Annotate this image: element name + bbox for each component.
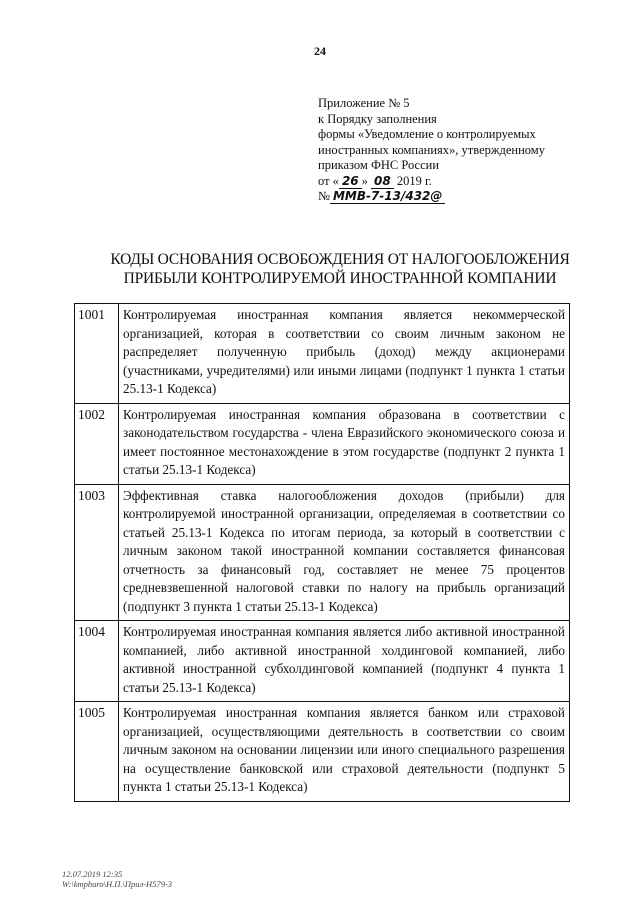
description-cell: Контролируемая иностранная компания является некоммерческой организацией, которая в соответствии со своим личным законом не распределяет полученную прибыль (доход) между акционерами (участниками, учредителями) или иными лицами (подпункт 1 пункта 1 статьи 25.13-1 Кодекса)	[119, 304, 570, 404]
footer-meta	[62, 869, 172, 889]
document-title	[60, 250, 620, 288]
description-cell: Контролируемая иностранная компания является либо активной иностранной компанией, либо активной иностранной холдинговой компанией, либо активной иностранной субхолдинговой компанией (подпункт 4 пункта 1 статьи 25.13-1 Кодекса)	[119, 621, 570, 702]
date-day: 26	[339, 174, 362, 189]
code-cell: 1003	[75, 484, 119, 621]
description-cell: Контролируемая иностранная компания является банком или страховой организацией, осуществляющими деятельность в соответствии со своим личным законом на основании лицензии или иного специального разрешения на осуществление банковской или страховой деятельности (подпункт 5 пункта 1 статьи 25.13-1 Кодекса)	[119, 702, 570, 802]
date-mid: »	[361, 173, 368, 188]
number-prefix: №	[318, 189, 330, 203]
code-cell: 1002	[75, 403, 119, 484]
code-cell: 1004	[75, 621, 119, 702]
title-line: КОДЫ ОСНОВАНИЯ ОСВОБОЖДЕНИЯ ОТ НАЛОГООБЛОЖЕНИЯ	[110, 251, 570, 268]
table-row	[75, 621, 570, 702]
description-cell: Эффективная ставка налогообложения доходов (прибыли) для контролируемой иностранной организации, определяемая в соответствии со статьей 25.13-1 Кодекса по итогам периода, за который в соответствии с личным законом такой иностранной компании составляется финансовая отчетность за финансовый год, составляет не менее 75 процентов средневзвешенной налоговой ставки по налогу на прибыль организаций (подпункт 3 пункта 1 статьи 25.13-1 Кодекса)	[119, 484, 570, 621]
code-cell: 1001	[75, 304, 119, 404]
table-row	[75, 702, 570, 802]
date-month: 08	[371, 174, 394, 189]
codes-table	[74, 303, 570, 802]
page-number: 24	[314, 44, 326, 58]
code-cell: 1005	[75, 702, 119, 802]
appendix-block	[318, 96, 588, 205]
date-year: 2019 г.	[396, 173, 432, 188]
table-row	[75, 304, 570, 404]
table-row	[75, 484, 570, 621]
order-date	[318, 174, 588, 190]
table-row	[75, 403, 570, 484]
footer-line: 12.07.2019 12:35	[62, 869, 123, 879]
appendix-line: Приложение № 5	[318, 96, 410, 110]
appendix-line: формы «Уведомление о контролируемых	[318, 127, 536, 141]
appendix-line: к Порядку заполнения	[318, 111, 437, 126]
appendix-line: приказом ФНС России	[318, 158, 440, 172]
date-prefix: от «	[318, 173, 339, 188]
appendix-line: иностранных компаниях», утвержденному	[318, 142, 545, 157]
description-cell: Контролируемая иностранная компания образована в соответствии с законодательством государства - члена Евразийского экономического союза и имеет постоянное местонахождение в этом государстве (подпункт 2 пункта 1 статьи 25.13-1 Кодекса)	[119, 403, 570, 484]
footer-line: W:\kmpburo\Н.П.\Прил-Н579-3	[62, 879, 173, 889]
number-value: ММВ-7-13/432@	[330, 189, 445, 204]
order-number	[318, 189, 588, 205]
title-line: ПРИБЫЛИ КОНТРОЛИРУЕМОЙ ИНОСТРАННОЙ КОМПАНИИ	[123, 270, 557, 287]
